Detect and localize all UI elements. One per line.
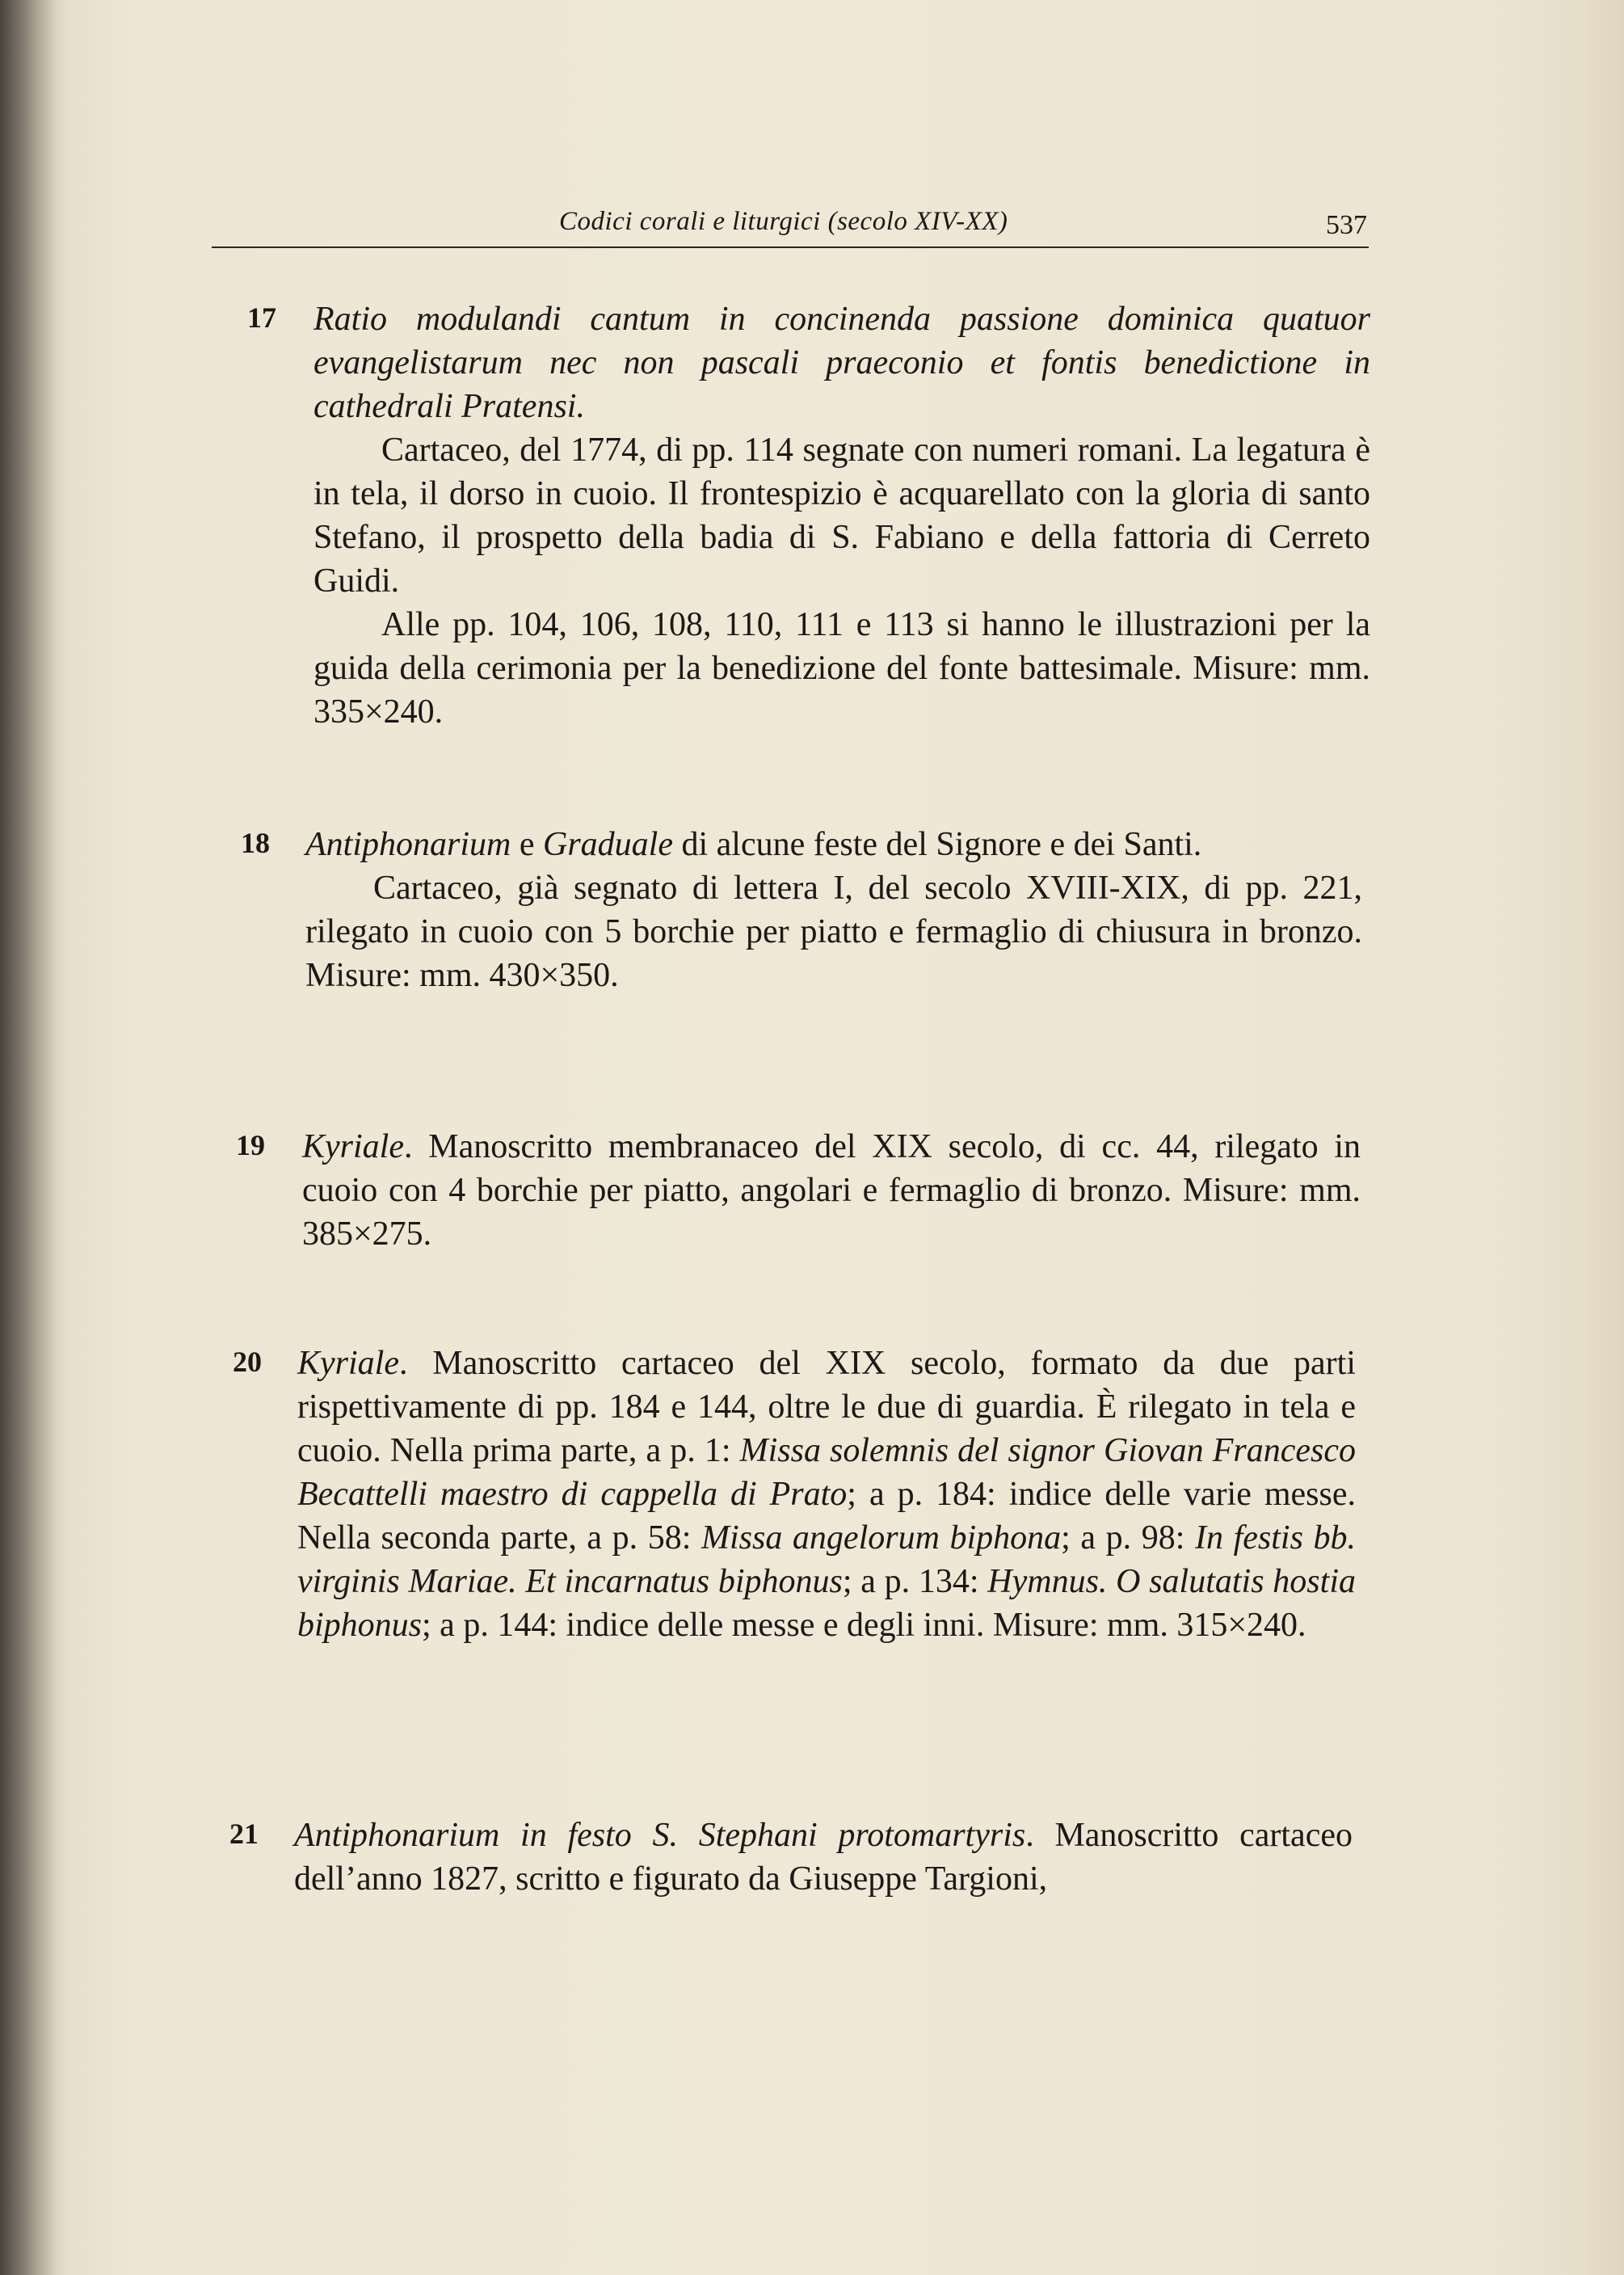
entry-italic-text: Missa angelorum biphona [701,1519,1062,1557]
entry-text: ; a p. 184: indice delle varie messe. Nella seconda parte, a p. 58: [297,1476,1357,1557]
entry-text: ; a p. 134: [842,1563,988,1600]
entry-title: Ratio modulandi cantum in concinenda passione dominica quatuor evangelistarum nec non pascali praeconio et fontis benedictione in cathedrali Pratensi. [313,301,1370,425]
entry-number: 20 [233,1346,262,1378]
entry-text: e [511,826,543,863]
entry-text: . Manoscritto cartaceo del XIX secolo, formato da due parti rispettivamente di pp. 184 e 144, oltre le due di guardia. È rilegato in tela e cuoio. Nella prima parte, a p. 1: [297,1345,1356,1469]
entry-italic-text: In festis bb. virginis Mariae. Et incarnatus biphonus [297,1519,1356,1600]
entry-number: 18 [241,827,270,859]
entry-number: 21 [229,1818,259,1850]
entry-title: Antiphonarium in festo S. Stephani protomartyris [294,1817,1026,1854]
entry-italic-text: Hymnus. O salutatis hostia biphonus [297,1563,1356,1644]
entry-title: Kyriale [297,1345,399,1382]
entry-text: ; a p. 144: indice delle messe e degli inni. Misure: mm. 315×240. [422,1607,1306,1644]
entry-body [297,1342,1356,1647]
entry-body [294,1814,1353,1901]
entry-italic-text: Missa solemnis del signor Giovan Francesco Becattelli maestro di cappella di Prato [297,1432,1356,1513]
entry-paragraph: Cartaceo, del 1774, di pp. 114 segnate con numeri romani. La legatura è in tela, il dorso in cuoio. Il frontespizio è acquarellato con la gloria di santo Stefano, il prospetto della badia di S. Fabiano e della fattoria di Cerreto Guidi. [313,432,1370,600]
entry-body [302,1125,1361,1256]
header-rule [212,246,1369,248]
page-header [212,207,1367,247]
entry-text: . Manoscritto membranaceo del XIX secolo, di cc. 44, rilegato in cuoio con 4 borchie per piatto, angolari e fermaglio di bronzo. Misure: mm. 385×275. [302,1128,1361,1253]
entry-text: di alcune feste del Signore e dei Santi. [673,826,1202,863]
entry-number: 19 [236,1129,265,1161]
entry-text: ; a p. 98: [1061,1519,1195,1557]
page-number: 537 [1326,210,1367,240]
entry-text: . Manoscritto cartaceo dell’anno 1827, scritto e figurato da Giuseppe Targioni, [294,1817,1353,1898]
running-title: Codici corali e liturgici (secolo XIV-XX) [559,207,1008,236]
entry-title: Kyriale [302,1128,404,1165]
entry-title: Graduale [543,826,673,863]
entry-title: Antiphonarium [305,826,511,863]
spine-shadow [0,0,57,2275]
entry-paragraph: Alle pp. 104, 106, 108, 110, 111 e 113 si hanno le illustrazioni per la guida della cerimonia per la benedizione del fonte battesimale. Misure: mm. 335×240. [313,606,1370,731]
entry-body [305,823,1362,997]
entry-paragraph: Cartaceo, già segnato di lettera I, del secolo XVIII-XIX, di pp. 221, rilegato in cuoio con 5 borchie per piatto e fermaglio di chiusura in bronzo. Misure: mm. 430×350. [305,870,1362,994]
entry-number: 17 [247,301,276,334]
entry-body [313,297,1370,734]
